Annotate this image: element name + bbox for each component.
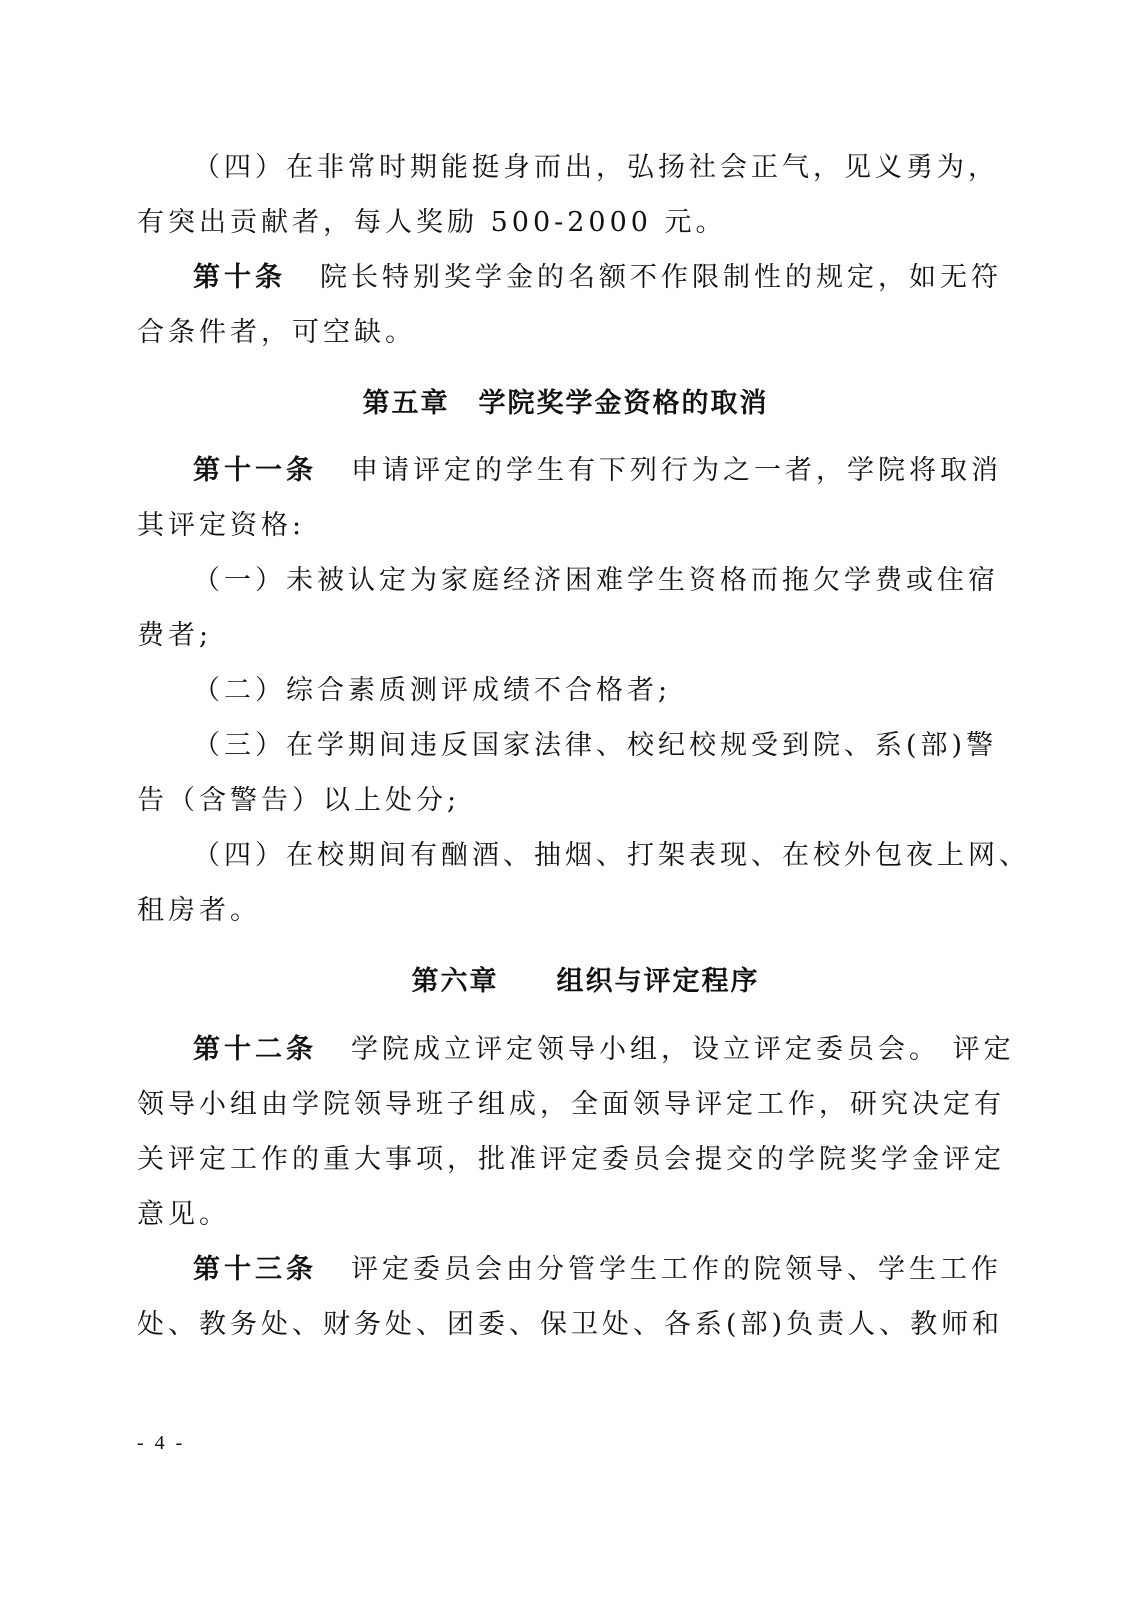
paragraph-line: （二）综合素质测评成绩不合格者; [193,675,672,706]
paragraph-line: 意见。 [137,1199,230,1230]
article-text: 学院成立评定领导小组，设立评定委员会。 评定 [351,1034,1015,1065]
paragraph-line: （三）在学期间违反国家法律、校纪校规受到院、系(部)警 [193,730,998,761]
paragraph-line: 处、教务处、财务处、团委、保卫处、各系(部)负责人、教师和 [137,1309,1004,1340]
article-13 [193,1250,1002,1290]
paragraph-line: 租房者。 [137,895,261,926]
article-text: 评定委员会由分管学生工作的院领导、学生工作 [351,1254,1002,1285]
article-label: 第十三条 [193,1254,317,1285]
chapter-heading: 第六章 组织与评定程序 [411,966,760,997]
article-11 [193,451,1002,491]
paragraph-line: 告（含警告）以上处分; [137,785,461,816]
article-10 [193,258,1002,298]
paragraph-line: 费者; [137,620,213,651]
paragraph-line: 其评定资格: [137,510,306,541]
paragraph-line: 关评定工作的重大事项，批准评定委员会提交的学院奖学金评定 [137,1144,1005,1175]
article-label: 第十一条 [193,455,317,486]
page-number: - 4 - [137,1432,186,1454]
paragraph-line: 合条件者，可空缺。 [137,317,416,348]
paragraph-line: 领导小组由学院领导班子组成，全面领导评定工作，研究决定有 [137,1089,1005,1120]
article-text: 院长特别奖学金的名额不作限制性的规定，如无符 [320,262,1002,293]
paragraph-line: 有突出贡献者，每人奖励 500-2000 元。 [137,207,727,238]
paragraph-line: （一）未被认定为家庭经济困难学生资格而拖欠学费或住宿 [193,565,999,596]
article-text: 申请评定的学生有下列行为之一者，学院将取消 [351,455,1002,486]
paragraph-line: （四）在非常时期能挺身而出，弘扬社会正气，见义勇为， [193,152,999,183]
article-label: 第十二条 [193,1034,317,1065]
article-12 [193,1030,1015,1070]
chapter-heading: 第五章 学院奖学金资格的取消 [362,388,769,419]
paragraph-line: （四）在校期间有酗酒、抽烟、打架表现、在校外包夜上网、 [193,840,1030,871]
article-label: 第十条 [193,262,286,293]
